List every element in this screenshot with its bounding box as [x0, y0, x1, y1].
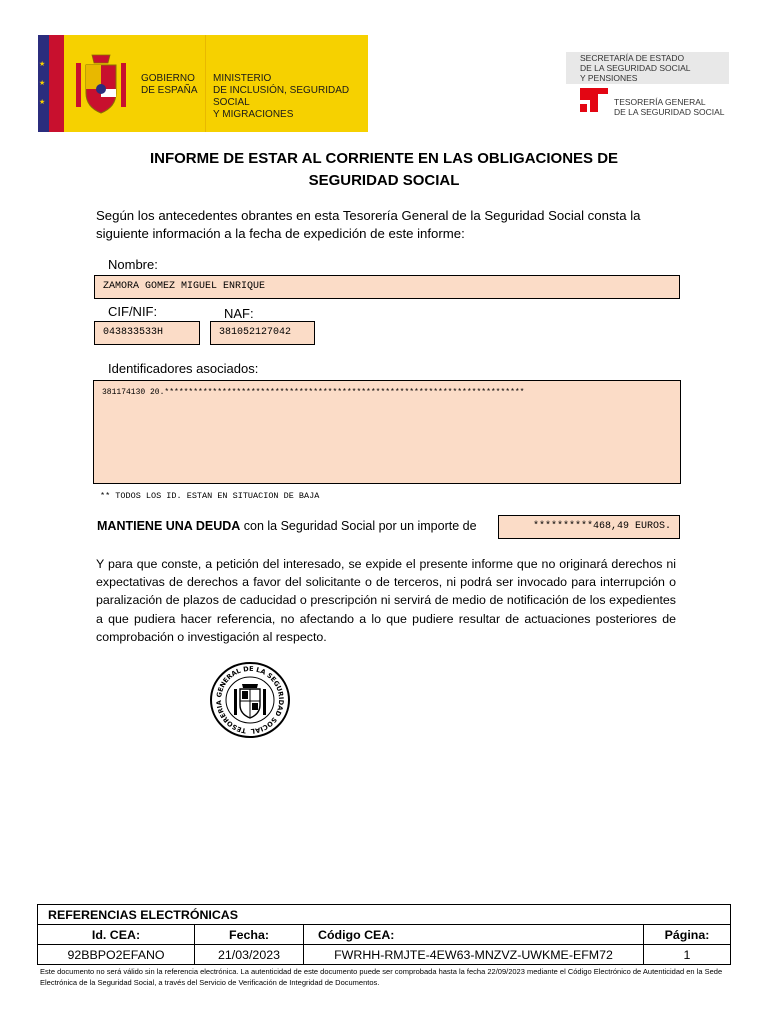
ministry-name-line: MINISTERIO [213, 73, 272, 84]
closing-paragraph: Y para que conste, a petición del interesado, se expide el presente informe que no originará derechos ni expectativas de derechos a favor del solicitante o de terceros, ni podrá ser invocado para interrupción o paralización de plazos de caducidad o prescripción ni servirá de medio de notificación de los expedientes a que pudiera hacer referencia, no afectando a lo que pudiere resultar de actuaciones posteriores de comprobación o investigación al respecto. [96, 557, 676, 644]
secretaria-name [580, 53, 728, 83]
debt-text: con la Seguridad Social por un importe de [240, 519, 477, 533]
title-line: INFORME DE ESTAR AL CORRIENTE EN LAS OBLIGACIONES DE [149, 150, 619, 167]
footer-note: Este documento no será válido sin la referencia electrónica. La autenticidad de este documento puede ser comprobada hasta la fecha 22/09/2023 mediante el Código Electrónico de Autenticidad en la Sede Electrónica de la Seguridad Social, a través del Servicio de Verificación de Integridad de Documentos. [40, 967, 723, 987]
identificadores-label: Identificadores asociados: [108, 361, 259, 376]
official-seal-icon [209, 661, 291, 739]
references-title-row [38, 905, 731, 925]
codigo-cea-value: FWRHH-RMJTE-4EW63-MNZVZ-UWKME-EFM72 [304, 945, 644, 965]
secretaria-line: Y PENSIONES [580, 73, 638, 83]
government-name-line: DE ESPAÑA [141, 85, 198, 96]
tgss-logo-icon [578, 86, 610, 114]
ministry-name-line: DE INCLUSIÓN, SEGURIDAD SOCIAL [213, 85, 350, 108]
naf-field: 381052127042 [210, 321, 315, 345]
document-title [60, 148, 708, 192]
coat-of-arms-icon [72, 49, 130, 121]
pagina-value: 1 [644, 945, 731, 965]
svg-text:TESORERIA GENERAL DE LA SEGURI: TESORERIA GENERAL DE LA SEGURIDAD SOCIAL [214, 664, 286, 736]
eu-star-icon: ★ [39, 99, 46, 106]
debt-bold-text: MANTIENE UNA DEUDA [97, 519, 241, 533]
ministry-name [213, 73, 368, 121]
fecha-value: 21/03/2023 [195, 945, 304, 965]
debt-amount-field: **********468,49 EUROS. [498, 515, 680, 539]
secretaria-line: DE LA SEGURIDAD SOCIAL [580, 63, 691, 73]
tgss-name [614, 97, 744, 117]
government-banner [38, 35, 368, 132]
cif-field: 043833533H [94, 321, 200, 345]
eu-star-icon: ★ [39, 61, 46, 68]
fecha-header: Fecha: [195, 925, 304, 945]
government-name [141, 73, 201, 97]
references-table [37, 904, 731, 965]
government-name-line: GOBIERNO [141, 73, 195, 84]
eu-star-icon: ★ [39, 80, 46, 87]
cif-label: CIF/NIF: [108, 304, 158, 319]
secretaria-line: SECRETARÍA DE ESTADO [580, 53, 685, 63]
identificadores-note: ** TODOS LOS ID. ESTAN EN SITUACION DE BAJA [100, 491, 320, 501]
codigo-cea-header: Código CEA: [304, 925, 644, 945]
nombre-field: ZAMORA GOMEZ MIGUEL ENRIQUE [94, 275, 680, 299]
id-cea-header: Id. CEA: [38, 925, 195, 945]
eu-flag-stripe [38, 35, 49, 132]
debt-statement [97, 517, 477, 535]
references-value-row [38, 945, 731, 965]
tgss-line: TESORERÍA GENERAL [614, 97, 706, 107]
ministry-name-line: Y MIGRACIONES [213, 109, 294, 120]
id-cea-value: 92BBPO2EFANO [38, 945, 195, 965]
pagina-header: Página: [644, 925, 731, 945]
nombre-label: Nombre: [108, 257, 158, 272]
intro-paragraph: Según los antecedentes obrantes en esta Tesorería General de la Seguridad Social consta la siguiente información a la fecha de expedición de este informe: [96, 208, 641, 241]
identificadores-field: 381174130 20.*************************************************************************** [93, 380, 681, 484]
naf-label: NAF: [224, 306, 254, 321]
title-line: SEGURIDAD SOCIAL [308, 172, 460, 189]
tgss-line: DE LA SEGURIDAD SOCIAL [614, 107, 725, 117]
references-header-row [38, 925, 731, 945]
references-title: REFERENCIAS ELECTRÓNICAS [38, 905, 731, 925]
banner-divider [205, 35, 206, 132]
